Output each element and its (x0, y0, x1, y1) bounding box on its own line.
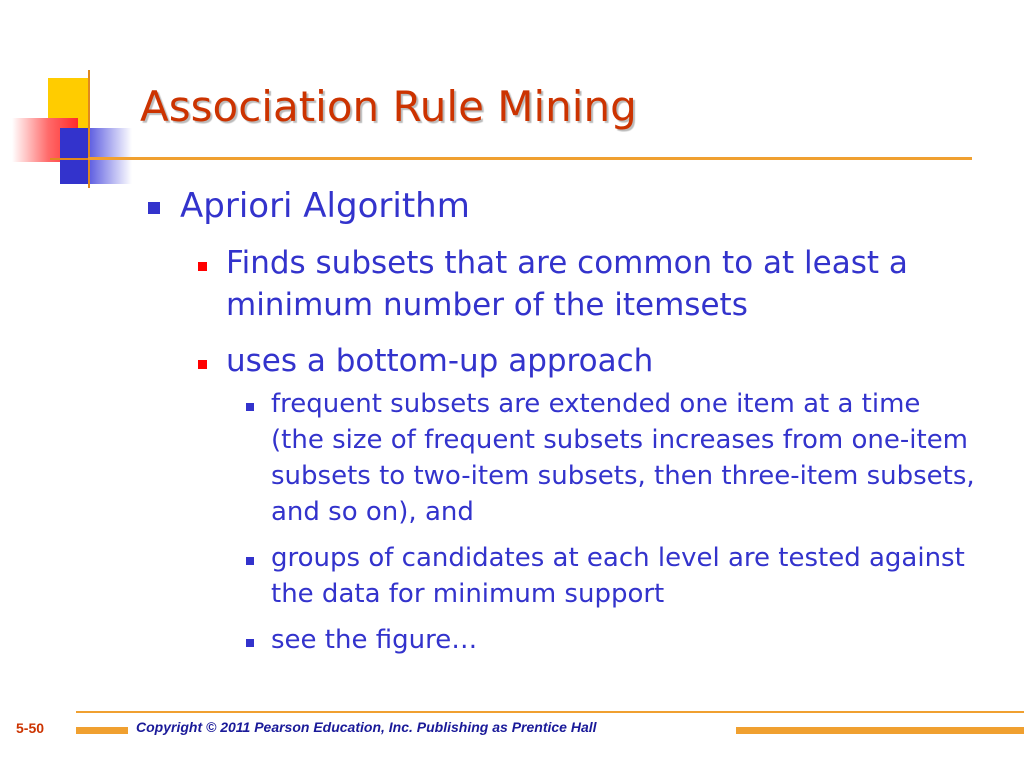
bullet-text: Finds subsets that are common to at least a minimum number of the itemsets (226, 245, 908, 323)
slide-decoration-logo (0, 0, 140, 200)
square-bullet-icon (148, 202, 160, 214)
footer-bar-right (736, 727, 1024, 734)
square-bullet-icon (198, 360, 207, 369)
bullet-text: see the figure… (271, 625, 478, 655)
copyright-notice: Copyright © 2011 Pearson Education, Inc. Publishing as Prentice Hall (136, 719, 597, 735)
footer-rule (76, 711, 1024, 713)
logo-vertical-line (88, 70, 90, 188)
slide-body (140, 184, 980, 658)
square-bullet-icon (246, 403, 254, 411)
bullet-level2-finds-subsets (140, 242, 980, 326)
square-bullet-icon (246, 639, 254, 647)
footer-bar-left (76, 727, 128, 734)
bullet-level2-bottom-up (140, 340, 980, 382)
page-number: 5-50 (16, 720, 45, 736)
bullet-text: uses a bottom-up approach (226, 343, 654, 379)
logo-blue-gradient (88, 128, 132, 184)
bullet-text: frequent subsets are extended one item at a time (the size of frequent subsets increases from one-item subsets to two-item subsets, then three-item subsets, and so on), and (271, 389, 975, 527)
slide-title: Association Rule Mining (140, 82, 637, 131)
square-bullet-icon (198, 262, 207, 271)
square-bullet-icon (246, 557, 254, 565)
bullet-level3-see-figure (140, 622, 980, 658)
bullet-level3-groups-candidates (140, 540, 980, 612)
bullet-text: Apriori Algorithm (180, 186, 470, 226)
title-underline (88, 157, 972, 160)
bullet-level3-frequent-subsets (140, 386, 980, 530)
bullet-level1-apriori (140, 184, 980, 228)
logo-blue-square (60, 128, 88, 184)
bullet-text: groups of candidates at each level are tested against the data for minimum support (271, 543, 965, 609)
